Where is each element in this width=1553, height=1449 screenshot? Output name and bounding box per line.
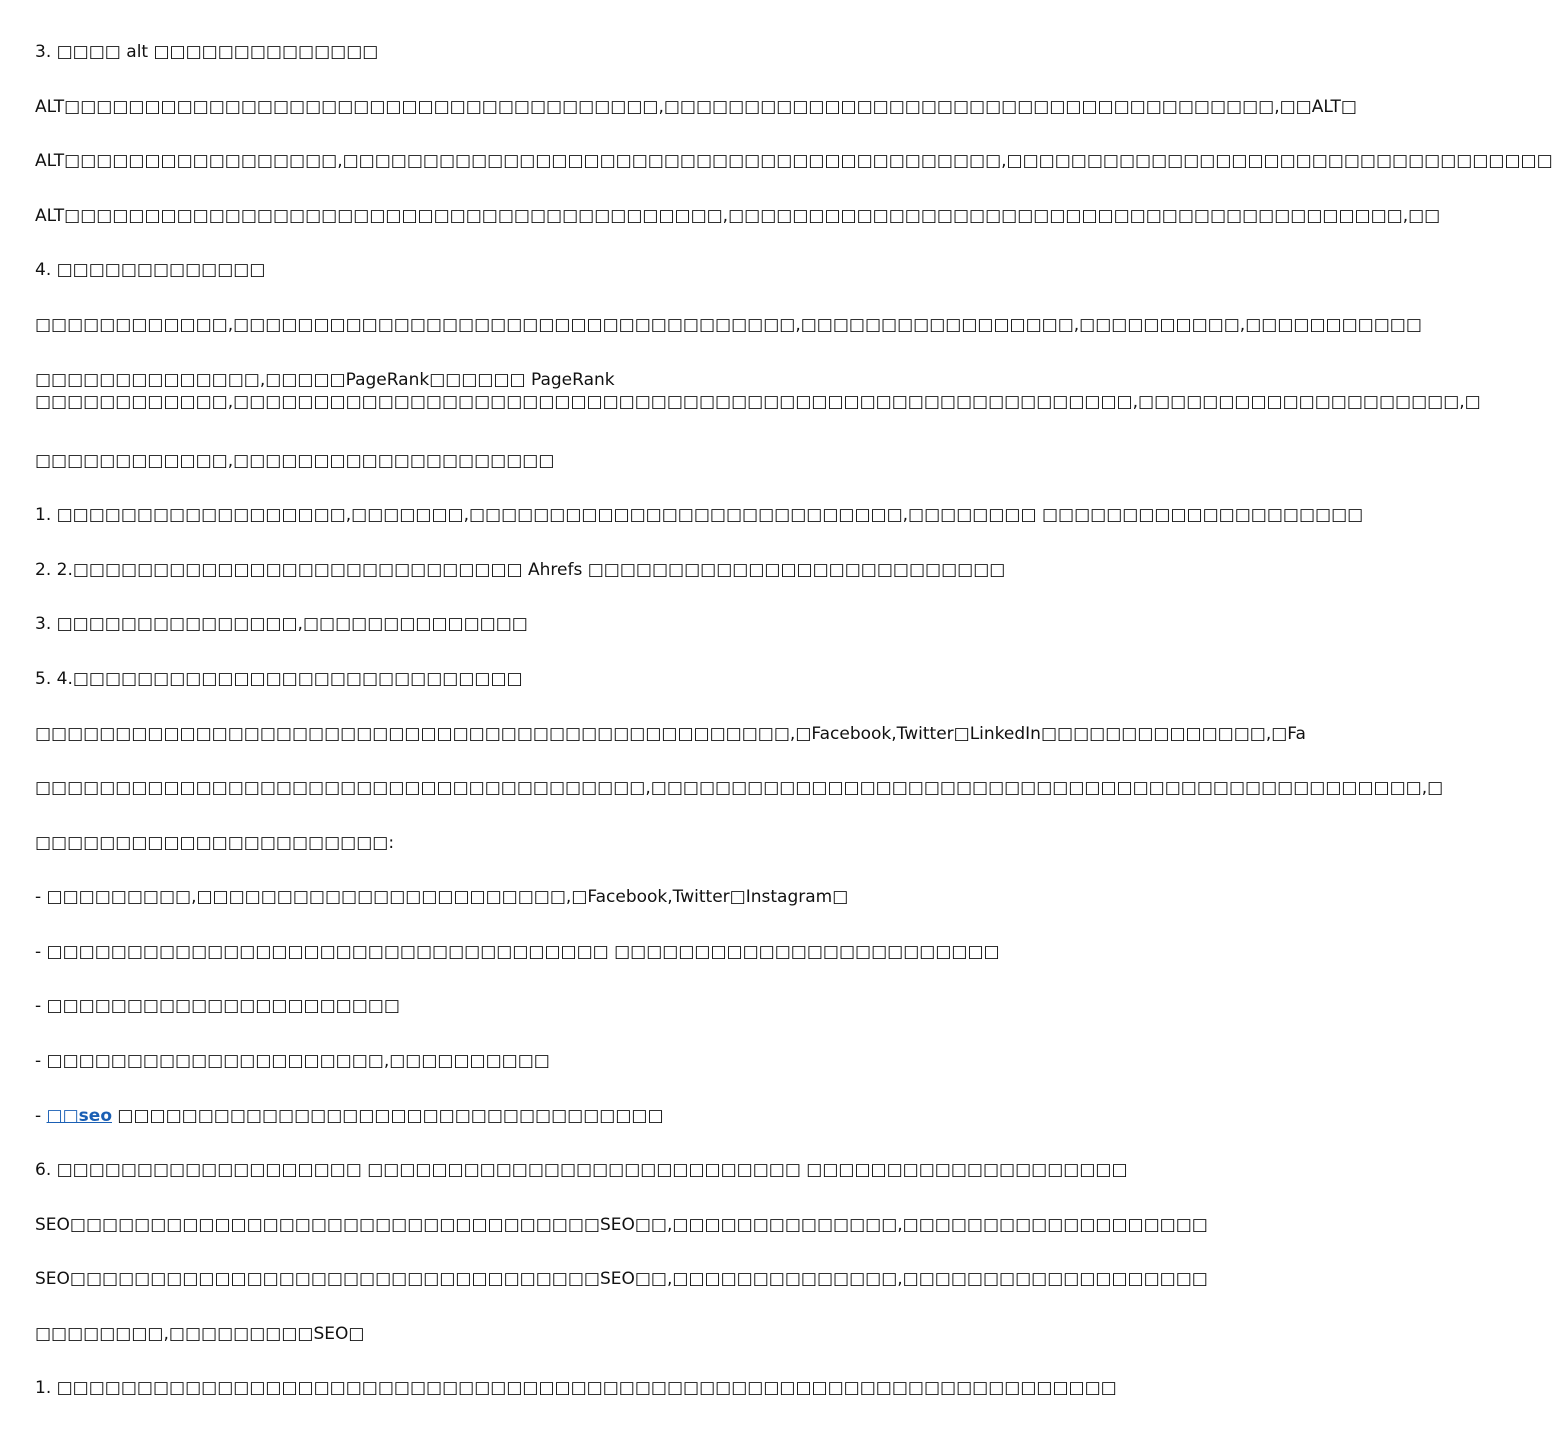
list-item: 1. □□□□□□□□□□□□□□□□□□,□□□□□□□,□□□□□□□□□□□□□□□□□□□□□□□□□□□,□□□□□□□□ □□□□□□□□□□□□□□□□□□□□ [35,505,1364,525]
document-page [35,0,1553,1449]
bullet-item: - □□□□□□□□□,□□□□□□□□□□□□□□□□□□□□□□□,□Facebook,Twitter□Instagram□ [35,887,849,907]
paragraph: □□□□□□□□□□□□□□□□□□□□□□□□□□□□□□□□□□□□□□□□□□□□□□□,□Facebook,Twitter□LinkedIn□□□□□□□□□□□□□□,□Fa [35,724,1306,744]
paragraph-line: □□□□□□□□□□□□,□□□□□□□□□□□□□□□□□□□□□□□□□□□□□□□□□□□□□□□□□□□□□□□□□□□□□□□□,□□□□□□□□□□□□□□□□□□□□,□ [35,392,1481,412]
paragraph: □□□□□□□□□□□□,□□□□□□□□□□□□□□□□□□□□ [35,451,555,471]
bullet-item: - □□□□□□□□□□□□□□□□□□□□□□□□□□□□□□□□□□□ □□□□□□□□□□□□□□□□□□□□□□□□ [35,942,1000,962]
paragraph: SEO□□□□□□□□□□□□□□□□□□□□□□□□□□□□□□□□□SEO□□,□□□□□□□□□□□□□□,□□□□□□□□□□□□□□□□□□□ [35,1215,1208,1235]
heading-alt: 3. □□□□ alt □□□□□□□□□□□□□□ [35,42,379,62]
paragraph: ALT□□□□□□□□□□□□□□□□□□□□□□□□□□□□□□□□□□□□□□□□□,□□□□□□□□□□□□□□□□□□□□□□□□□□□□□□□□□□□□□□□□□□,□□ [35,206,1441,226]
paragraph: □□□□□□□□□□□□,□□□□□□□□□□□□□□□□□□□□□□□□□□□□□□□□□□□,□□□□□□□□□□□□□□□□□,□□□□□□□□□□,□□□□□□□□□□□ [35,315,1422,335]
heading-6: 6. □□□□□□□□□□□□□□□□□□□ □□□□□□□□□□□□□□□□□□□□□□□□□□□ □□□□□□□□□□□□□□□□□□□□ [35,1160,1128,1180]
paragraph-pagerank [35,369,1481,413]
bullet-text: □□□□□□□□□□□□□□□□□□□□□□□□□□□□□□□□□□ [112,1106,664,1126]
list-item: 1. □□□□□□□□□□□□□□□□□□□□□□□□□□□□□□□□□□□□□□□□□□□□□□□□□□□□□□□□□□□□□□□□□□ [35,1378,1117,1398]
bullet-prefix: - [35,1106,47,1126]
paragraph: ALT□□□□□□□□□□□□□□□□□,□□□□□□□□□□□□□□□□□□□□□□□□□□□□□□□□□□□□□□□□□,□□□□□□□□□□□□□□□□□□□□□□□□□□□□□□□□□□ [35,151,1553,171]
paragraph: □□□□□□□□,□□□□□□□□□SEO□ [35,1324,365,1344]
bullet-item-with-link [35,1105,989,1127]
paragraph: SEO□□□□□□□□□□□□□□□□□□□□□□□□□□□□□□□□□SEO□□,□□□□□□□□□□□□□□,□□□□□□□□□□□□□□□□□□□ [35,1269,1208,1289]
list-item: 3. □□□□□□□□□□□□□□□,□□□□□□□□□□□□□□ [35,614,528,634]
heading-4: 4. □□□□□□□□□□□□□ [35,260,266,280]
bullet-item: - □□□□□□□□□□□□□□□□□□□□□□ [35,996,400,1016]
paragraph: □□□□□□□□□□□□□□□□□□□□□□: [35,833,395,853]
bullet-item: - □□□□□□□□□□□□□□□□□□□□□,□□□□□□□□□□ [35,1051,550,1071]
paragraph: ALT□□□□□□□□□□□□□□□□□□□□□□□□□□□□□□□□□□□□□,□□□□□□□□□□□□□□□□□□□□□□□□□□□□□□□□□□□□□□,□□ALT□ [35,97,1357,117]
list-item: 2. 2.□□□□□□□□□□□□□□□□□□□□□□□□□□□□ Ahrefs □□□□□□□□□□□□□□□□□□□□□□□□□□ [35,560,1006,580]
paragraph: □□□□□□□□□□□□□□□□□□□□□□□□□□□□□□□□□□□□□□,□□□□□□□□□□□□□□□□□□□□□□□□□□□□□□□□□□□□□□□□□□□□□□□□,□ [35,778,1444,798]
seo-link[interactable]: □□seo [46,1106,112,1126]
paragraph-line: □□□□□□□□□□□□□□,□□□□□PageRank□□□□□□ PageRank [35,370,615,390]
heading-5: 5. 4.□□□□□□□□□□□□□□□□□□□□□□□□□□□□ [35,669,523,689]
